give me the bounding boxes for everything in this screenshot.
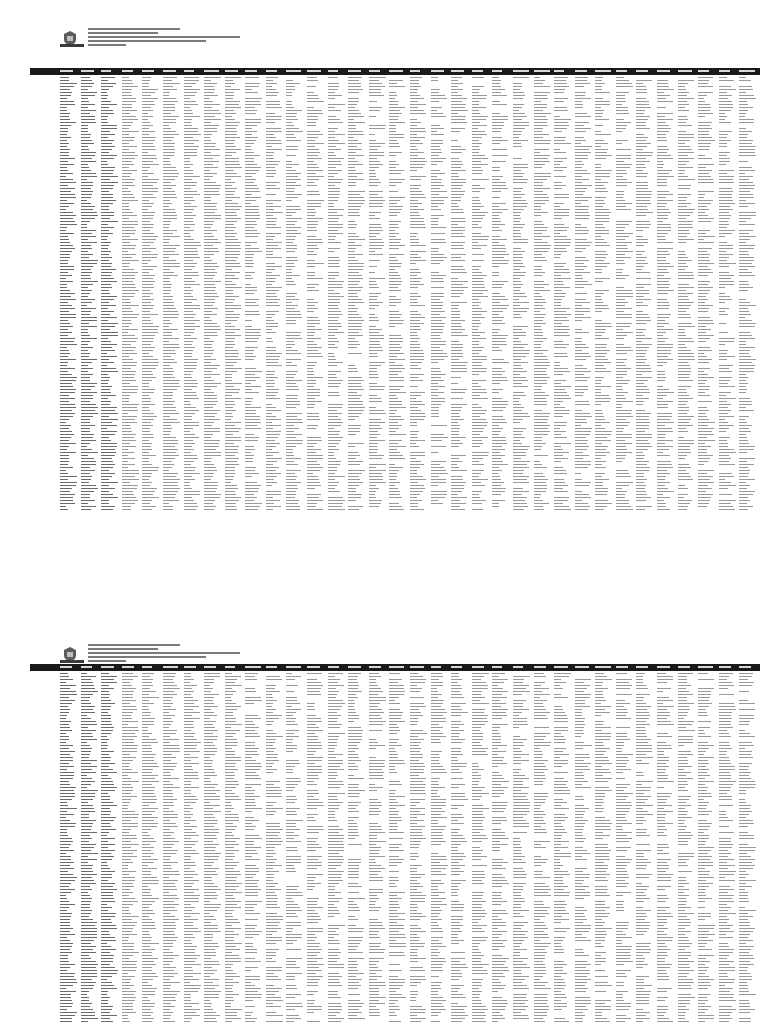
table-cell [472, 509, 483, 510]
table-cell [575, 509, 588, 510]
title-line-5 [88, 660, 126, 662]
table-cell [513, 509, 524, 510]
column-header-label [431, 666, 441, 668]
column-header-label [492, 70, 502, 72]
column-header-label [60, 666, 72, 668]
column-header-label [678, 666, 690, 668]
title-line-1 [88, 644, 180, 646]
data-rows [60, 672, 760, 1024]
column-header-label [719, 666, 731, 668]
table-cell [204, 509, 214, 510]
column-header-label [266, 70, 277, 72]
title-line-2 [88, 648, 158, 650]
sheet-header [60, 26, 760, 52]
table-cell [616, 509, 633, 510]
column-header-label [184, 70, 194, 72]
table-cell [184, 509, 196, 510]
column-header-label [122, 70, 133, 72]
table-cell [60, 509, 68, 510]
column-header-label [122, 666, 134, 668]
column-header-row [30, 68, 760, 75]
table-cell [163, 509, 173, 510]
table-cell [286, 509, 300, 510]
table-cell [122, 509, 131, 510]
title-line-4 [88, 40, 206, 42]
column-header-label [348, 70, 361, 72]
table-cell [307, 509, 323, 510]
column-header-label [245, 666, 261, 668]
column-header-label [348, 666, 361, 668]
column-header-label [492, 666, 502, 668]
column-header-label [595, 70, 611, 72]
column-header-label [451, 70, 464, 72]
column-header-label [286, 666, 301, 668]
column-header-label [575, 666, 589, 668]
column-header-label [657, 70, 670, 72]
column-header-label [225, 666, 235, 668]
title-line-5 [88, 44, 126, 46]
column-header-label [204, 666, 216, 668]
column-header-label [81, 70, 94, 72]
column-header-label [101, 666, 114, 668]
column-header-label [81, 666, 92, 668]
table-cell [451, 509, 465, 510]
column-header-label [101, 70, 111, 72]
table-cell [554, 509, 571, 510]
column-header-label [328, 666, 339, 668]
column-header-label [534, 70, 550, 72]
table-cell [245, 509, 258, 510]
column-header-label [389, 70, 403, 72]
table-cell [657, 509, 670, 510]
title-line-4 [88, 656, 206, 658]
table-cell [595, 509, 604, 510]
table-cell [739, 509, 748, 510]
column-header-label [266, 666, 277, 668]
column-header-row [30, 664, 760, 671]
column-header-label [636, 70, 648, 72]
table-row [60, 508, 760, 511]
table-cell [534, 509, 544, 510]
column-header-label [307, 666, 320, 668]
table-cell [410, 509, 424, 510]
column-header-label [286, 70, 301, 72]
table-cell [348, 509, 359, 510]
column-header-label [369, 70, 380, 72]
table-cell [142, 509, 152, 510]
column-header-label [451, 666, 462, 668]
column-header-label [472, 666, 484, 668]
column-header-label [60, 70, 73, 72]
column-header-label [678, 70, 692, 72]
table-cell [101, 509, 113, 510]
column-header-label [739, 70, 755, 72]
column-header-label [616, 70, 627, 72]
column-header-label [636, 666, 648, 668]
column-header-label [431, 70, 444, 72]
table-cell [719, 509, 735, 510]
sheet-page-2 [0, 512, 768, 1024]
table-cell [389, 509, 404, 510]
column-header-label [719, 70, 730, 72]
column-header-label [328, 70, 338, 72]
column-header-label [513, 70, 529, 72]
table-cell [636, 509, 645, 510]
column-header-label [739, 666, 751, 668]
title-line-1 [88, 28, 180, 30]
title-line-3 [88, 652, 240, 654]
column-header-label [472, 70, 483, 72]
column-header-label [163, 70, 176, 72]
column-header-label [554, 70, 564, 72]
column-header-label [698, 666, 713, 668]
column-header-label [554, 666, 568, 668]
column-header-label [657, 666, 670, 668]
column-header-label [369, 666, 381, 668]
column-header-label [513, 666, 523, 668]
title-line-2 [88, 32, 158, 34]
column-header-label [184, 666, 196, 668]
column-header-label [245, 70, 257, 72]
table-cell [81, 509, 91, 510]
column-header-label [204, 70, 219, 72]
column-header-label [225, 70, 238, 72]
table-cell [266, 509, 273, 510]
logo-wordmark [60, 44, 84, 47]
column-header-label [163, 666, 178, 668]
column-header-label [142, 666, 152, 668]
column-header-label [389, 666, 404, 668]
column-header-label [307, 70, 321, 72]
column-header-label [410, 70, 420, 72]
table-cell [225, 509, 237, 510]
title-line-3 [88, 36, 240, 38]
logo-wordmark [60, 660, 84, 663]
column-header-label [616, 666, 628, 668]
column-header-label [698, 70, 709, 72]
column-header-label [410, 666, 424, 668]
table-cell [678, 509, 687, 510]
table-cell [328, 509, 345, 510]
column-header-label [575, 70, 587, 72]
column-header-label [595, 666, 611, 668]
column-header-label [534, 666, 546, 668]
data-rows [60, 76, 760, 512]
column-header-label [142, 70, 154, 72]
